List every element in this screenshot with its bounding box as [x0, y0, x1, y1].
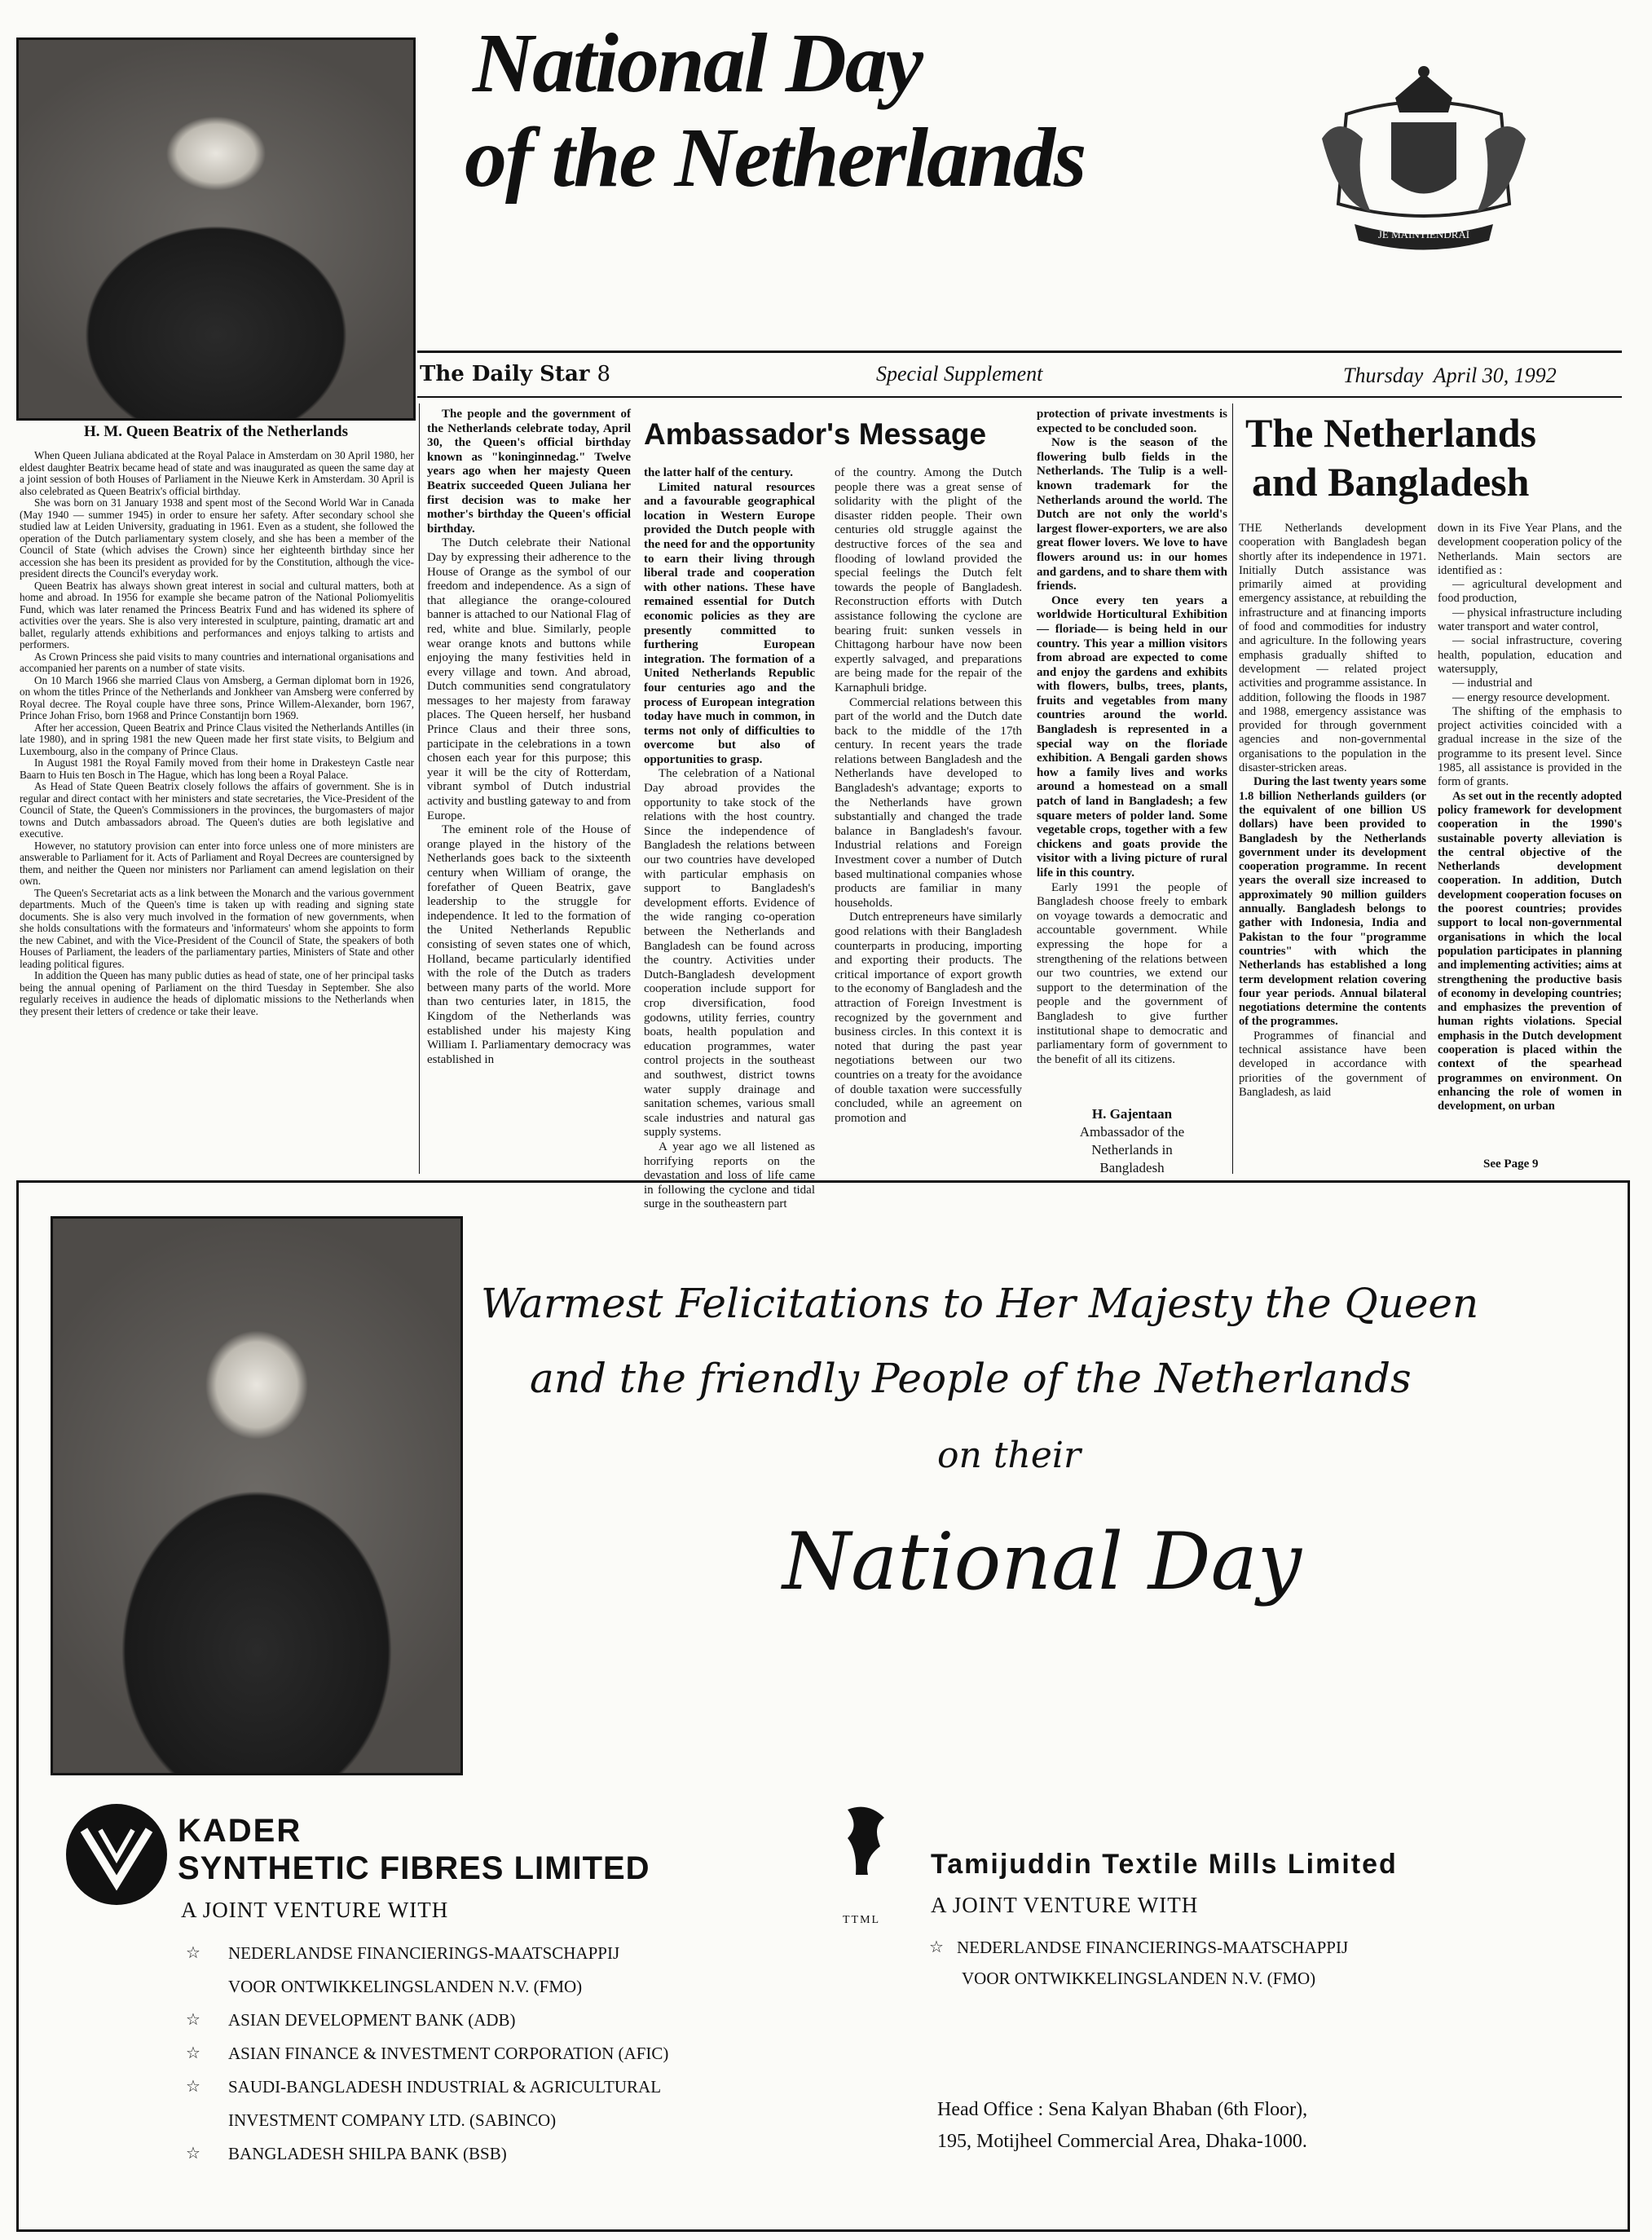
ambassador-paragraph: A year ago we all listened as horrifying reports on the devastation and loss of life came in following the cyclone and tidal surge in the southeastern part — [644, 1140, 815, 1211]
greeting-line-3: on their — [937, 1435, 1081, 1476]
greeting-line-4: National Day — [782, 1516, 1302, 1607]
masthead-name: The Daily Star — [420, 362, 590, 386]
nl-bd-paragraph: down in its Five Year Plans, and the development cooperation policy of the Netherlands. Main sectors are identified as : — [1438, 522, 1622, 577]
kader-partner: ☆ ASIAN FINANCE & INVESTMENT CORPORATION (AFIC) — [186, 2037, 668, 2070]
head-office-line-1: Head Office : Sena Kalyan Bhaban (6th Floor), — [937, 2099, 1308, 2120]
star-icon: ☆ — [186, 2011, 200, 2029]
ambassador-paragraph: Early 1991 the people of Bangladesh choose freely to embark on voyage towards a democratic and accountable government. While expressing the hope for a strengthening of the relations between our two countries, we extend our support to the determination of the people and the government of Bangladesh to give further institutional shape to democratic and parliamentary form of government to the benefit of all its citizens. — [1037, 880, 1227, 1066]
star-icon: ☆ — [186, 2044, 200, 2062]
kader-logo-icon — [64, 1801, 170, 1907]
ambassador-paragraph: The people and the government of the Netherlands celebrate today, April 30, the Queen's official birthday known as "koninginnedag." Twelve years ago when her majesty Queen Beatrix succeeded Queen Juliana her first decision was to make her mother's birthday the Queen's official birthday. — [427, 408, 631, 536]
star-icon: ☆ — [929, 1938, 944, 1956]
tamijuddin-jv: A JOINT VENTURE WITH — [931, 1893, 1199, 1917]
nl-bd-paragraph: Programmes of financial and technical assistance have been developed in accordance with priorities of the government of Bangladesh, as laid — [1239, 1029, 1426, 1099]
queen-caption: H. M. Queen Beatrix of the Netherlands — [83, 423, 348, 440]
ambassador-paragraph: protection of private investments is expected to be concluded soon. — [1037, 408, 1227, 435]
nl-bd-headline-1: The Netherlands — [1245, 410, 1536, 456]
head-office-line-2: 195, Motijheel Commercial Area, Dhaka-1000. — [937, 2131, 1307, 2152]
queen-paragraph: The Queen's Secretariat acts as a link between the Monarch and the various government departments. Much of the Queen's time is taken up with reading and signing state documents. She is also very much involved in the formation of new governments, when she holds consultations with the formateurs and 'informateurs' whom she appoints to form the new Cabinet, and with the Vice-President of the Council of State, the speakers of both Houses of Parliament, the leaders of the parliamentary parties, Ministers of State and other leading political figures. — [20, 886, 414, 970]
kader-partner-list — [186, 1937, 668, 2171]
ambassador-paragraph: The celebration of a National Day abroad provides the opportunity to take stock of the relations with the host country. Since the independence of Bangladesh the relations between our two countries have developed with particular emphasis on support to Bangladesh's development efforts. Evidence of the wide ranging co-operation between the Netherlands and Bangladesh can be found across the country. Activities under Dutch-Bangladesh development cooperation include support for crop diversification, food godowns, utility ferries, country boats, health population and education programmes, water control projects in the southeast and southwest, district towns water supply drainage and sanitation schemes, various small scale industries and natural gas supply systems. — [644, 767, 815, 1140]
svg-text:JE MAINTIENDRAI: JE MAINTIENDRAI — [1377, 228, 1470, 240]
kader-partner: ☆ BANGLADESH SHILPA BANK (BSB) — [186, 2137, 668, 2171]
ambassador-paragraph: Limited natural resources and a favourable geographical location in Western Europe provided the Dutch people with the need for and the opportunity to earn their living through liberal trade and cooperation with other nations. These have remained essential for Dutch economic policies as they are presently committed to furthering European integration. The formation of a United Netherlands Republic four centuries ago and the process of European integration today have much in common, in terms not only of difficulties to overcome but also of opportunities to grasp. — [644, 480, 815, 766]
ambassador-col-4 — [1037, 408, 1227, 1076]
signature-title: Ambassador of the — [1079, 1124, 1185, 1140]
header-rule-top — [417, 351, 1622, 353]
queen-paragraph: After her accession, Queen Beatrix and Prince Claus visited the Netherlands Antilles (in late 1980), and in spring 1981 the new Queen made her first state visits, to Belgium and Luxembourg, also in the company of Prince Claus. — [20, 721, 414, 757]
column-divider — [1232, 403, 1233, 1174]
page-number: 8 — [597, 362, 611, 386]
queen-paragraph: She was born on 31 January 1938 and spent most of the Second World War in Canada (May 1940 — summer 1945) in order to ensure her safety. After secondary school she studied law at Leiden University, graduating in 1961. Even as a student, she followed the operation of the Dutch parliamentary system closely, and she has been a member of the Council of State (which advises the Crown) since her eighteenth birthday since her accession she has been its president as provided for by the Constitution, although the vice-president directs the Council's everyday work. — [20, 496, 414, 580]
nl-bd-paragraph: — agricultural development and food production, — [1438, 578, 1622, 606]
kader-partner: ☆ ASIAN DEVELOPMENT BANK (ADB) — [186, 2004, 668, 2037]
kader-name-1: KADER — [178, 1813, 302, 1849]
tamijuddin-partner-cont: VOOR ONTWIKKELINGSLANDEN N.V. (FMO) — [962, 1969, 1316, 1988]
kader-jv: A JOINT VENTURE WITH — [181, 1898, 449, 1922]
masthead — [420, 362, 610, 386]
queen-paragraph: Queen Beatrix has always shown great interest in social and cultural matters, both at home and abroad. In 1956 for example she became patron of the National Poliomyelitis Fund, which was later renamed the Princess Beatrix Fund and has widened its sphere of activities over the years. She is also very interested in sculpture, painting, dramatic art and ballet, regularly attends exhibitions and performances and enjoys talking to artists and performers. — [20, 579, 414, 650]
see-page-link[interactable]: See Page 9 — [1483, 1157, 1539, 1171]
nl-bd-col-2 — [1438, 522, 1622, 1157]
column-divider — [419, 403, 420, 1174]
tamijuddin-name: Tamijuddin Textile Mills Limited — [931, 1849, 1398, 1880]
nl-bd-paragraph: As set out in the recently adopted policy framework for development cooperation in the 1990's sustainable poverty alleviation is the central objective of the Netherlands development cooperation. In addition, Dutch development cooperation focuses on the poorest countries; provides support to local non-governmental organisations in which the local population participates in planning and implementing activities; aims at strengthening the productive basis of economy in developing countries; and emphasizes the prevention of human rights violations. Special emphasis in the Dutch development cooperation is placed within the context of the spearhead programmes on environment. On enhancing the role of women in development, on urban — [1438, 789, 1622, 1113]
header-rule-bottom — [417, 396, 1622, 398]
ambassador-paragraph: Commercial relations between this part of the world and the Dutch date back to the middle of the 17th century. In recent years the trade relations between Bangladesh and the Netherlands have developed to Bangladesh's advantage; exports to the Netherlands have grown substantially and changed the trade balance in Bangladesh's favour. Industrial relations and Foreign Investment cover a number of Dutch based multinational companies whose products are familiar in many households. — [835, 695, 1022, 910]
royal-crest-icon — [1306, 65, 1542, 261]
ambassador-paragraph: Once every ten years a worldwide Horticultural Exhibition— floriade— is being held in our country. This year a million visitors from abroad are expected to come and enjoy the gardens and exhibits with flowers, bulbs, trees, plants, fruits and vegetables from many countries around the world. Bangladesh is represented in a special way on the floriade exhibition. A Bengali garden shows how a family lives and works around a homestead on a small patch of land in Bangladesh; a few square meters of polder land. Some vegetable crops, together with a few chickens and goats provide the visitor with a living picture of rural life in this country. — [1037, 593, 1227, 880]
kader-partner-cont: VOOR ONTWIKKELINGSLANDEN N.V. (FMO) — [228, 1977, 583, 1996]
queen-paragraph: In August 1981 the Royal Family moved from their home in Drakesteyn Castle near Baarn to Huis ten Bosch in The Hague, which has long been a Royal Palace. — [20, 756, 414, 781]
signature-name: H. Gajentaan — [1091, 1106, 1173, 1122]
queen-paragraph: On 10 March 1966 she married Claus von Amsberg, a German diplomat born in 1926, on whom the titles Prince of the Netherlands and Jonkheer van Amsberg were conferred by Royal decree. The Royal couple have three sons, Prince Willem-Alexander, born 1967, Prince Johan Friso, born 1968 and Prince Constantijn born 1969. — [20, 673, 414, 721]
tamijuddin-partner: ☆ NEDERLANDSE FINANCIERINGS-MAATSCHAPPIJ — [929, 1932, 1348, 1963]
ambassador-paragraph: Dutch entrepreneurs have similarly good relations with their Bangladesh counterparts in producing, importing and exporting their products. The critical importance of export growth to the economy of Bangladesh and the attraction of Foreign Investment is recognized by the government and business circles. In this context it is noted that during the past year negotiations between our two countries on a treaty for the avoidance of double taxation were successfully concluded, while an agreement on promotion and — [835, 911, 1022, 1125]
kader-partner-cont: INVESTMENT COMPANY LTD. (SABINCO) — [228, 2110, 557, 2130]
nl-bd-paragraph: THE Netherlands development cooperation with Bangladesh began shortly after its independence in 1971. Initially Dutch assistance was primarily aimed at providing emergency assistance, at rebuilding the infrastructure and at financing imports of food and commodities for industry and agriculture. In the following years emphasis gradually shifted to development — related project activities and programme assistance. In addition, following the floods in 1987 and 1988, emergency assistance was provided for through government agencies and non-governmental organisations to the population in the disaster-stricken areas. — [1239, 522, 1426, 775]
queen-paragraph: However, no statutory provision can enter into force unless one of more ministers are answerable to Parliament for it. Acts of Parliament and Royal Decrees are countersigned by them, and neither the Queen nor ministers nor Parliament can amend legislation on their own. — [20, 839, 414, 887]
kader-partner: ☆ NEDERLANDSE FINANCIERINGS-MAATSCHAPPIJ — [186, 1937, 668, 1970]
signature-title: Netherlands in — [1091, 1142, 1173, 1157]
ambassador-paragraph: The Dutch celebrate their National Day by expressing their adherence to the House of Orange as the symbol of our freedom and independence. As a sign of that allegiance the orange-coloured banner is attached to our National Flag of red, white and blue. Similarly, people wear orange knots and buttons while enjoying the many festivities held in every village and town. And abroad, Dutch communities send congratulatory messages to her majesty from faraway places. The Queen herself, her husband Prince Claus and their three sons, participate in the celebrations in a town chosen each year for this purpose; this year it will be the city of Rotterdam, vibrant symbol of Dutch industrial activity and bustling gateway to and from Europe. — [427, 536, 631, 822]
queen-paragraph: When Queen Juliana abdicated at the Royal Palace in Amsterdam on 30 April 1980, her eldest daughter Beatrix became head of state and was inaugurated as queen the same day at a joint session of both Houses of Parliament in the Nieuwe Kerk in Amsterdam. 30 April is also celebrated as Queen Beatrix's official birthday. — [20, 449, 414, 497]
queen-paragraph: As Crown Princess she paid visits to many countries and international organisations and accompanied her parents on a number of state visits. — [20, 650, 414, 674]
nl-bd-col-1 — [1239, 522, 1426, 1174]
ambassador-signature — [1037, 1105, 1227, 1177]
queen-paragraph: In addition the Queen has many public duties as head of state, one of her principal tasks being the annual opening of Parliament on the third Tuesday in September. She also regularly receives in audience the heads of diplomatic missions to the Netherlands when they present their letters of credence or take their leave. — [20, 969, 414, 1017]
nl-bd-headline-2: and Bangladesh — [1252, 459, 1530, 505]
signature-title: Bangladesh — [1099, 1160, 1165, 1175]
ambassador-col-3 — [835, 466, 1022, 1174]
queen-portrait-top — [16, 37, 416, 421]
nl-bd-paragraph: — physical infrastructure including water transport and water control, — [1438, 606, 1622, 634]
queen-paragraph: As Head of State Queen Beatrix closely follows the affairs of government. She is in regular and direct contact with her ministers and state secretaries, the Vice-President of the Council of State, the Queen's Commissioners in the provinces, the burgomasters of major towns and Dutch ambassadors abroad. The Queen's duties are both legislative and executive. — [20, 780, 414, 840]
ambassador-paragraph: The eminent role of the House of orange played in the history of the Netherlands goes back to the sixteenth century when William of orange, the forefather of Queen Beatrix, gave leadership to the struggle for independence. It led to the formation of the United Netherlands Republic consisting of seven states one of which, Holland, became particularly identified with the role of the Dutch as traders between many parts of the world. More than two centuries later, in 1815, the Kingdom of the Netherlands was established under his majesty King William I. Parliamentary democracy was established in — [427, 823, 631, 1066]
ttml-logo-text: TTML — [843, 1914, 881, 1926]
star-icon: ☆ — [186, 1944, 200, 1962]
nl-bd-paragraph: The shifting of the emphasis to project activities coincided with a gradual increase in the size of the programme to its present level. Since 1985, all assistance is provided in the form of grants. — [1438, 704, 1622, 789]
section-label: Special Supplement — [876, 362, 1043, 386]
kader-name-2: SYNTHETIC FIBRES LIMITED — [178, 1850, 650, 1886]
ambassador-headline: Ambassador's Message — [644, 417, 987, 451]
nl-bd-paragraph: During the last twenty years some 1.8 billion Netherlands guilders (or the equivalent of one billion US dollars) have been provided to Bangladesh by the Netherlands government under its development cooperation programme. In recent years the overall size increased to approximately 90 million guilders annually. Bangladesh belongs to gather with Indonesia, India and Pakistan to the four "programme countries" with which the Netherlands has established a long term development relation covering four year periods. Annual bilateral negotiations determine the contents of the programmes. — [1239, 775, 1426, 1029]
issue-date: Thursday April 30, 1992 — [1343, 364, 1557, 387]
greeting-line-2: and the friendly People of the Netherlands — [530, 1355, 1412, 1402]
nl-bd-paragraph: — social infrastructure, covering health, population, education and watersupply, — [1438, 634, 1622, 676]
nl-bd-paragraph: — energy resource development. — [1452, 690, 1610, 704]
star-icon: ☆ — [186, 2078, 200, 2096]
queen-portrait-ad — [51, 1216, 463, 1775]
tamijuddin-partner-list — [929, 1932, 1348, 1994]
ambassador-paragraph: of the country. Among the Dutch people there was a great sense of solidarity with the plight of the disaster ridden people. Their own centuries old struggle against the destructive forces of the sea and flooding of lowland provided the special feelings the Dutch felt towards the people of Bangladesh. Reconstruction efforts with Dutch assistance following the cyclone are bearing fruit: sunken vessels in Chittagong harbour have now been expertly salvaged, and preparations are being made for the repair of the Karnaphuli bridge. — [835, 466, 1022, 694]
ambassador-paragraph: the latter half of the century. — [644, 466, 794, 479]
ambassador-paragraph: Now is the season of the flowering bulb fields in the Netherlands. The Tulip is a well-known trademark for the Netherlands around the world. The Dutch are not only the world's largest flower-exporters, we are also great flower lovers. We love to have flowers around us: in our homes and gardens, and to share them with friends. — [1037, 436, 1227, 593]
page-title-line1: National Day — [473, 16, 922, 110]
star-icon: ☆ — [186, 2145, 200, 2163]
ambassador-col-1 — [427, 408, 631, 1174]
page-title-line2: of the Netherlands — [465, 111, 1086, 205]
ttml-logo-icon — [839, 1801, 896, 1883]
ambassador-col-2 — [644, 466, 815, 1211]
kader-partner: ☆ SAUDI-BANGLADESH INDUSTRIAL & AGRICULTURAL — [186, 2070, 668, 2104]
nl-bd-paragraph: — industrial and — [1452, 677, 1533, 690]
greeting-line-1: Warmest Felicitations to Her Majesty the Queen — [481, 1280, 1479, 1327]
queen-article — [20, 450, 414, 1172]
